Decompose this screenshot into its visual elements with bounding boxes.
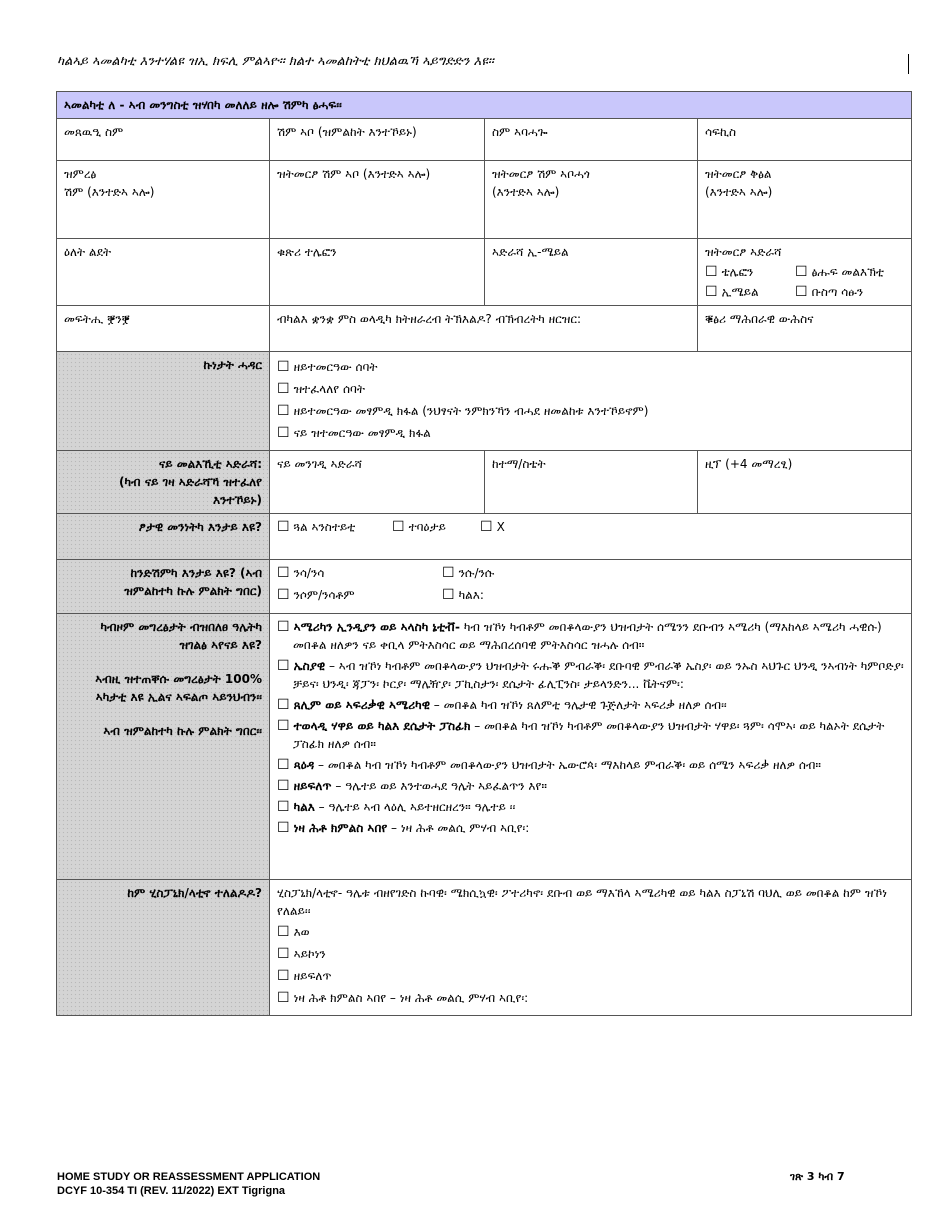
checkbox-icon: ☐ — [277, 820, 290, 836]
margin-bar — [908, 54, 909, 74]
checkbox-icon: ☐ — [277, 924, 290, 940]
checkbox-icon: ☐ — [795, 264, 808, 280]
suffix-label: ሳፍኪስ — [705, 125, 737, 139]
page-number: ገጽ 3 ካብ 7 — [790, 1170, 845, 1183]
interpreter-field[interactable] — [270, 306, 698, 352]
marital-option-single[interactable]: ☐ ዘይተመርዓው ሰባት — [277, 359, 378, 375]
gender-option-female[interactable]: ☐ ጓል ኣንስተይቲ — [277, 519, 356, 535]
hispanic-option-yes[interactable]: ☐ እወ — [277, 924, 310, 940]
city-label: ከተማ/ስቴት — [492, 457, 546, 471]
preferred-first-name-label-1: ዝምረፅ — [64, 167, 97, 181]
race-option-white[interactable]: ☐ ጻዕዳ – መበቆል ካብ ዝኾነ ካብቶም መበቆላውያን ህዝብታት ኤውሮጳ፡ ማእከላይ ምብራቕ፡ ወይ ሰሜን ኣፍሪቃ ዘለዎ ሰብ። — [277, 757, 822, 773]
pronoun-option-she[interactable]: ☐ ንሳ/ንሳ — [277, 565, 325, 581]
checkbox-icon: ☐ — [705, 284, 718, 300]
preferred-contact-label: ዝትመርፆ ኣድራሻ — [705, 245, 782, 259]
language-label: መፍትሒ ቛንቛ — [64, 312, 130, 326]
race-option-decline[interactable]: ☐ ነዛ ሕቶ ክምልስ ኣበየ – ነዛ ሕቶ መልሲ ምሃብ ኣቢየ፡: — [277, 820, 530, 836]
phone-field[interactable] — [270, 239, 485, 306]
checkbox-icon: ☐ — [277, 403, 290, 419]
checkbox-icon: ☐ — [277, 519, 290, 535]
first-name-field[interactable] — [57, 119, 270, 161]
race-option-black[interactable]: ☐ ጸሊም ወይ ኣፍሪቃዊ ኣሜሪካዊ – መበቆል ካብ ዝኾነ ጸለምቲ ዓሌታዊ ጉጅለታት ኣፍሪቃ ዘለዎ ሰብ፡፡ — [277, 697, 727, 713]
checkbox-icon: ☐ — [277, 757, 290, 773]
checkbox-icon: ☐ — [277, 587, 290, 603]
race-option-other[interactable]: ☐ ካልእ – ዓሌተይ ኣብ ላዕሊ ኣይተዘርዘረን። ዓሌተይ ፡፡ — [277, 799, 516, 815]
preferred-middle-name-label: ዝትመርፆ ሽም ኣቦ (እንተድኣ ኣሎ) — [277, 167, 431, 181]
header-note: ካልኣይ ኣመልካቲ እንተሃልዩ ዝኢ ክፍሊ ምልኣዮ። ክልተ ኣመልከትቲ ክህልዉኻ ኣይግድድን እዩ። — [57, 54, 494, 69]
marital-option-separated[interactable]: ☐ ዝተፈላለየ ሰባት — [277, 381, 365, 397]
pronoun-option-he[interactable]: ☐ ንሱ/ንሱ — [442, 565, 495, 581]
checkbox-icon: ☐ — [277, 359, 290, 375]
marital-status-options — [270, 352, 912, 451]
checkbox-icon: ☐ — [392, 519, 405, 535]
last-name-field[interactable] — [485, 119, 698, 161]
gender-options — [270, 514, 912, 560]
preferred-first-name-field[interactable] — [57, 161, 270, 239]
language-field[interactable] — [57, 306, 270, 352]
marital-option-married-partner[interactable]: ☐ ናይ ዝተመርዓው መፃምዲ ክፋል — [277, 425, 431, 441]
preferred-suffix-label-1: ዝትመርፆ ቅፅል — [705, 167, 772, 181]
applicant-b-form — [56, 91, 912, 1016]
contact-phone-checkbox[interactable]: ☐ ቴሌፎን — [705, 264, 754, 280]
preferred-middle-name-field[interactable] — [270, 161, 485, 239]
preferred-suffix-label-2: (እንተድኣ ኣሎ) — [705, 185, 773, 199]
hispanic-options — [270, 880, 912, 1016]
race-option-asian[interactable]: ☐ ኤስያዊ – ኣብ ዝኾነ ካብቶም መበቆላውያን ህዝብታት ሩሑቕ ምብራቕ፡ ደቡባዊ ምብራቕ ኤስያ፡ ወይ ንኡስ ኣህጉር ህንዲ ንኣብነት ካምቦድያ፡ ቻይና፡ ህንዲ፡ ጃፓን፡ ኮርያ፡ ማሌዥያ፡ ፓኪስታን፡ ደሴታት ፊሊፒንስ፡ ታይላንድን... ቬትናም፡: — [277, 658, 904, 691]
preferred-suffix-field[interactable] — [698, 161, 912, 239]
checkbox-icon: ☐ — [705, 264, 718, 280]
interpreter-label: ብካልእ ቋንቋ ምስ ወላዲካ ክትዘራረብ ትኽእልዶ? ብኽብረትካ ዘርዝር: — [277, 312, 582, 326]
last-name-label: ስም ኣባሓጐ — [492, 125, 548, 139]
gender-option-male[interactable]: ☐ ተባዕታይ — [392, 519, 446, 535]
pronoun-options — [270, 560, 912, 614]
section-title: ኣመልካቲ ለ - ኣብ መንግስቲ ዝሃበካ መለለይ ዘሎ ሽምካ ፅሓፍ፡፡ — [57, 92, 912, 119]
checkbox-icon: ☐ — [277, 718, 290, 734]
pronouns-label: ከንድሽምካ እንታይ እዩ? (ኣብ ዝምልከተካ ኩሉ ምልክት ግበር) — [57, 560, 270, 614]
checkbox-icon: ☐ — [277, 968, 290, 984]
contact-email-checkbox[interactable]: ☐ ኢሜይል — [705, 284, 759, 300]
contact-mail-checkbox[interactable]: ☐ ቡስጣ ሳፁን — [795, 284, 864, 300]
race-option-pacific-islander[interactable]: ☐ ተወላዲ ሃዋይ ወይ ካልእ ደሴታት ፓስፊክ – መበቆል ካብ ዝኾነ ካብቶም መበቆላውያን ህዝብታት ሃዋይ፡ ጓም፡ ሳሞኣ፡ ወይ ካልኦት ደሴታት ፓስፊክ ዘለዎ ሰብ። — [277, 718, 885, 751]
checkbox-icon: ☐ — [442, 565, 455, 581]
checkbox-icon: ☐ — [442, 587, 455, 603]
street-label: ናይ መንገዲ ኣድራሻ — [277, 457, 362, 471]
dob-field[interactable] — [57, 239, 270, 306]
checkbox-icon: ☐ — [480, 519, 493, 535]
middle-name-field[interactable] — [270, 119, 485, 161]
race-options — [270, 614, 912, 880]
checkbox-icon: ☐ — [277, 778, 290, 794]
form-title: HOME STUDY OR REASSESSMENT APPLICATION — [57, 1171, 321, 1183]
hispanic-option-unknown[interactable]: ☐ ዘይፍለጥ — [277, 968, 332, 984]
contact-text-checkbox[interactable]: ☐ ፅሑፍ መልእኽቲ — [795, 264, 885, 280]
preferred-last-name-label-1: ዝትመርፆ ሽም ኣቦሓጎ — [492, 167, 590, 181]
gender-option-x[interactable]: ☐ X — [480, 519, 505, 535]
email-label: ኣድራሻ ኢ-ሜይል — [492, 245, 569, 259]
checkbox-icon: ☐ — [277, 565, 290, 581]
hispanic-option-decline[interactable]: ☐ ነዛ ሕቶ ክምልስ ኣበየ – ነዛ ሕቶ መልሲ ምሃብ ኣቢየ፡: — [277, 990, 529, 1006]
pronoun-option-they[interactable]: ☐ ንሶም/ንሳቶም — [277, 587, 355, 603]
checkbox-icon: ☐ — [277, 619, 290, 635]
marital-option-unmarried-partner[interactable]: ☐ ዘይተመርዓው መፃምዲ ክፋል (ንህፃናት ንምክንኻን ብሓደ ዘመልከቱ እንተኾይኖም) — [277, 403, 649, 419]
hispanic-option-no[interactable]: ☐ ኣይኮነን — [277, 946, 326, 962]
hispanic-question-label: ከም ሂስፓኒክ/ላቲኖ ተለልዶዶ? — [57, 880, 270, 1016]
ssn-field[interactable] — [698, 306, 912, 352]
mailing-address-label: ናይ መልእኺቲ ኣድራሻ: (ካብ ናይ ገዛ ኣድራሻኻ ዝተፈለየ እንተኾይኑ) — [57, 451, 270, 514]
gender-label: ፆታዊ መንነትካ እንታይ እዩ? — [57, 514, 270, 560]
checkbox-icon: ☐ — [277, 381, 290, 397]
preferred-last-name-label-2: (እንተድኣ ኣሎ) — [492, 185, 560, 199]
first-name-label: መጸዉዒ ስም — [64, 125, 124, 139]
preferred-last-name-field[interactable] — [485, 161, 698, 239]
checkbox-icon: ☐ — [277, 946, 290, 962]
form-number: DCYF 10-354 TI (REV. 11/2022) EXT Tigrigna — [57, 1185, 286, 1197]
hispanic-description: ሂስፓኒክ/ላቲኖ- ዓሌቱ ብዘየገድስ ኩባዊ፡ ሜክሲኳዊ፡ ፖተሪካኖ፡ ደቡብ ወይ ማእኸላ ኣሜሪካዊ ወይ ካልእ ስፓኒሽ ባህሊ ወይ መበቆል ከም ዝኾነ የለልይ፡፡ — [277, 886, 887, 918]
zip-label: ዚፕ (+4 መማረፂ) — [705, 457, 793, 471]
checkbox-icon: ☐ — [277, 697, 290, 713]
checkbox-icon: ☐ — [277, 425, 290, 441]
race-option-unknown[interactable]: ☐ ዘይፍለጥ – ዓሌተይ ወይ እንተወሓደ ዓሌት ኣይፈልጥን እየ። — [277, 778, 547, 794]
phone-label: ቁጽሪ ተሌፎን — [277, 245, 337, 259]
checkbox-icon: ☐ — [277, 799, 290, 815]
email-field[interactable] — [485, 239, 698, 306]
pronoun-option-other[interactable]: ☐ ካልእ: — [442, 587, 484, 603]
suffix-field[interactable] — [698, 119, 912, 161]
ssn-label: ቑፅሪ ማሕበራዊ ውሕስና — [705, 312, 814, 326]
form-footer — [57, 1170, 320, 1198]
checkbox-icon: ☐ — [277, 990, 290, 1006]
street-address-field[interactable] — [270, 451, 485, 514]
preferred-contact-cell — [698, 239, 912, 306]
marital-status-label: ኩነታት ሓዳር — [57, 352, 270, 451]
race-question-label: ካብዞም መግረፅታት ብዝበለፀ ዓሌትካ ዝገልፅ ኣየናይ እዩ? ኣብዚ ዝተጠቐሱ መግረፅታት 100% ኣካታቲ እዩ ኢልና ኣፍልጦ ኣይንህብን፡፡ ኣብ ዝምልከተካ ኩሉ ምልክት ግበር፡፡ — [57, 614, 270, 880]
dob-label: ዕለት ልደት — [64, 245, 112, 259]
city-state-field[interactable] — [485, 451, 698, 514]
zip-field[interactable] — [698, 451, 912, 514]
middle-name-label: ሽም ኣቦ (ዝምልከት እንተኾይኑ) — [277, 125, 417, 139]
race-option-native-american[interactable]: ☐ ኣሜሪካን ኢንዲያን ወይ ኣላስካ ኔቲቭ- ካብ ዝኾነ ካብቶም መበቆላውያን ህዝብታት ሰሜንን ደቡብን ኣሜሪካ (ማእከላይ ኣሜሪካ ሓዊሱ) መበቆል ዘለዎን ናይ ቀቢላ ምትእስሳር ወይ ማሕበረሰባዊ ምትእስሳር ዝሓሉ ሰብ። — [277, 619, 882, 652]
checkbox-icon: ☐ — [795, 284, 808, 300]
preferred-first-name-label-2: ሽም (እንተድኣ ኣሎ) — [64, 185, 155, 199]
checkbox-icon: ☐ — [277, 658, 290, 674]
